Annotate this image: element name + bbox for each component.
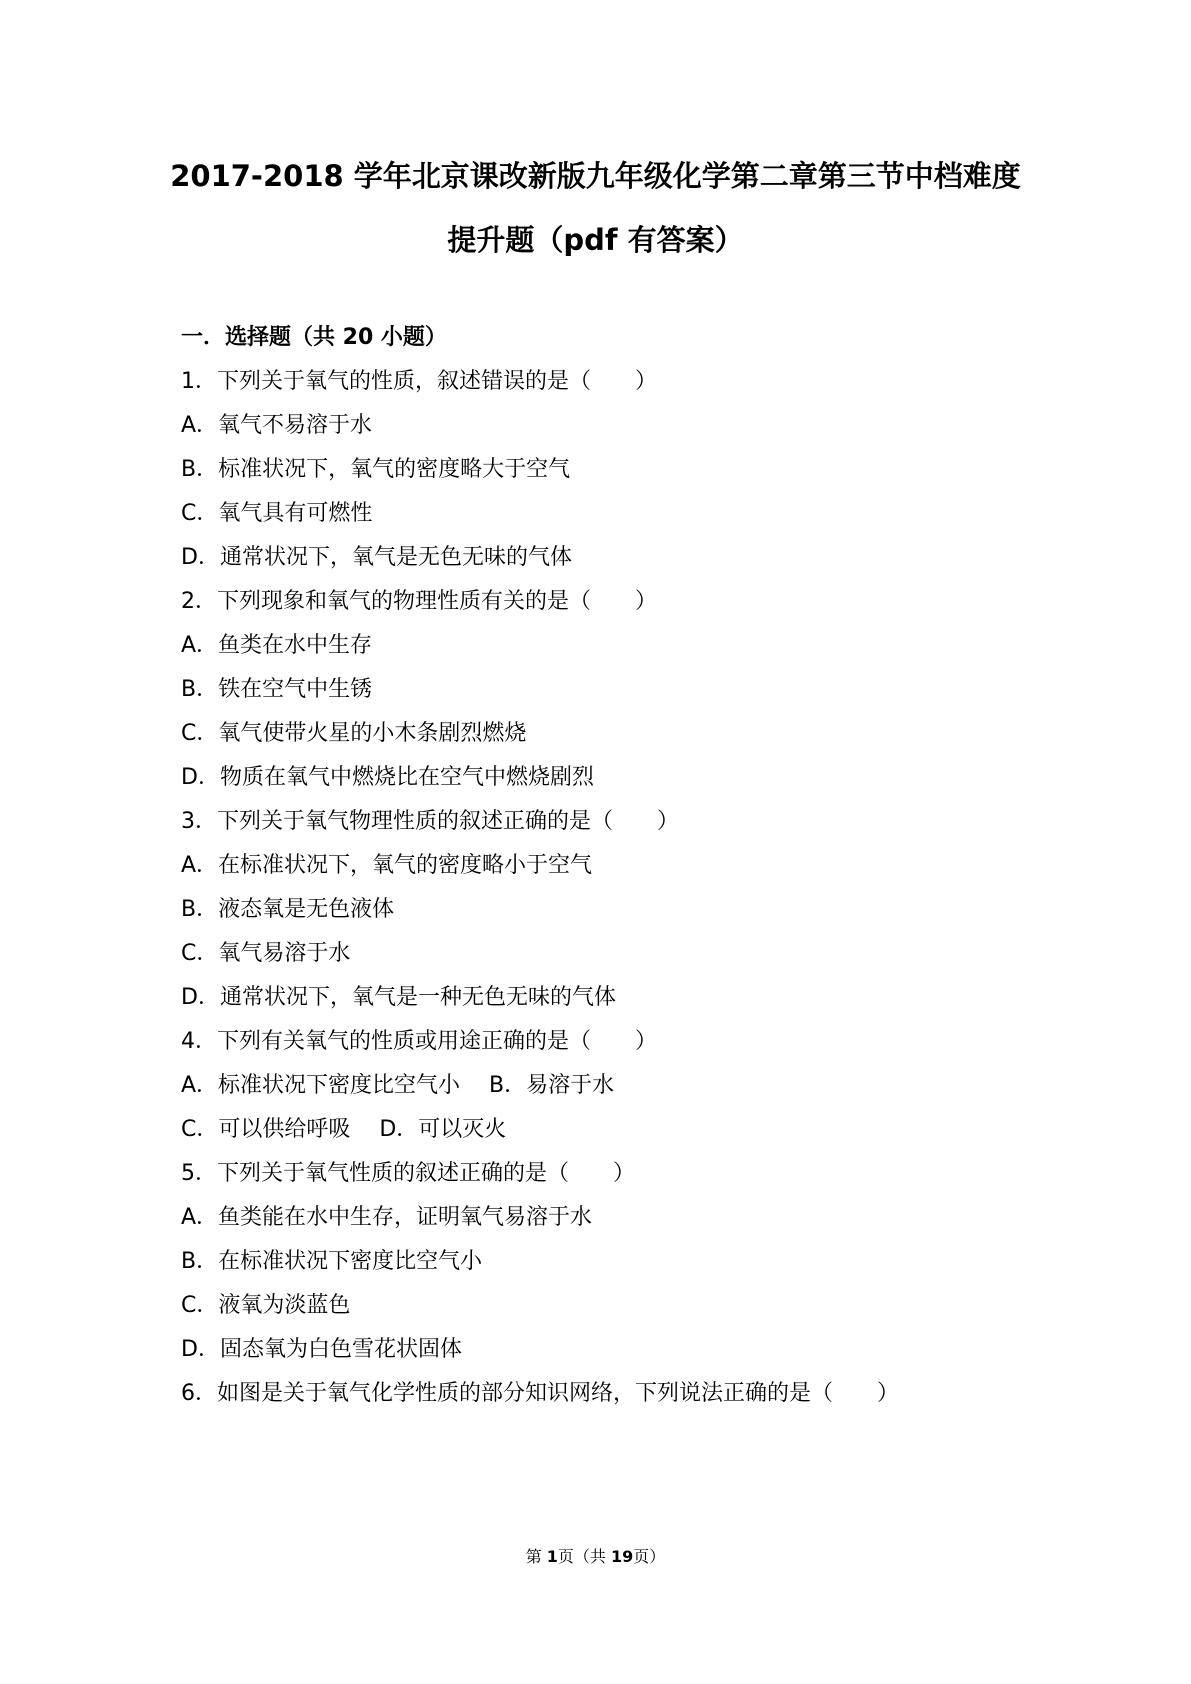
- question-5-option-c: C．液氧为淡蓝色: [181, 1293, 351, 1318]
- question-4-stem: 4．下列有关氧气的性质或用途正确的是（ ）: [181, 1029, 657, 1054]
- question-2-option-b: B．铁在空气中生锈: [181, 677, 373, 702]
- question-3-stem: 3．下列关于氧气物理性质的叙述正确的是（ ）: [181, 809, 679, 834]
- question-5-option-a: A．鱼类能在水中生存，证明氧气易溶于水: [181, 1205, 593, 1230]
- question-1-option-b: B．标准状况下，氧气的密度略大于空气: [181, 457, 571, 482]
- question-1-stem: 1．下列关于氧气的性质，叙述错误的是（ ）: [181, 369, 657, 394]
- document-title-line-2: 提升题（pdf 有答案）: [447, 223, 744, 257]
- question-5-option-d: D．固态氧为白色雪花状固体: [181, 1337, 462, 1362]
- question-4-options-cd: C．可以供给呼吸 D．可以灭火: [181, 1117, 507, 1142]
- question-5-stem: 5．下列关于氧气性质的叙述正确的是（ ）: [181, 1161, 635, 1186]
- footer-total-pages: 19: [611, 1547, 634, 1566]
- question-2-option-d: D．物质在氧气中燃烧比在空气中燃烧剧烈: [181, 765, 594, 790]
- question-1-option-c: C．氧气具有可燃性: [181, 501, 373, 526]
- question-3-option-b: B．液态氧是无色液体: [181, 897, 395, 922]
- question-1-option-a: A．氧气不易溶于水: [181, 413, 373, 438]
- question-3-option-a: A．在标准状况下，氧气的密度略小于空气: [181, 853, 593, 878]
- question-2-option-c: C．氧气使带火星的小木条剧烈燃烧: [181, 721, 527, 746]
- question-4-options-ab: A．标准状况下密度比空气小 B．易溶于水: [181, 1073, 615, 1098]
- document-title-line-1: 2017-2018 学年北京课改新版九年级化学第二章第三节中档难度: [170, 159, 1021, 193]
- page-footer: [0, 1546, 1191, 1568]
- question-3-option-c: C．氧气易溶于水: [181, 941, 351, 966]
- footer-prefix: 第: [525, 1547, 547, 1566]
- footer-middle: 页（共: [557, 1547, 612, 1566]
- section-heading: 一．选择题（共 20 小题）: [181, 325, 447, 350]
- question-6-stem: 6．如图是关于氧气化学性质的部分知识网络，下列说法正确的是（ ）: [181, 1381, 899, 1406]
- question-5-option-b: B．在标准状况下密度比空气小: [181, 1249, 483, 1274]
- footer-page-number: 1: [546, 1547, 558, 1566]
- question-3-option-d: D．通常状况下，氧气是一种无色无味的气体: [181, 985, 616, 1010]
- question-2-option-a: A．鱼类在水中生存: [181, 633, 373, 658]
- question-1-option-d: D．通常状况下，氧气是无色无味的气体: [181, 545, 572, 570]
- footer-suffix: 页）: [633, 1547, 666, 1566]
- question-2-stem: 2．下列现象和氧气的物理性质有关的是（ ）: [181, 589, 657, 614]
